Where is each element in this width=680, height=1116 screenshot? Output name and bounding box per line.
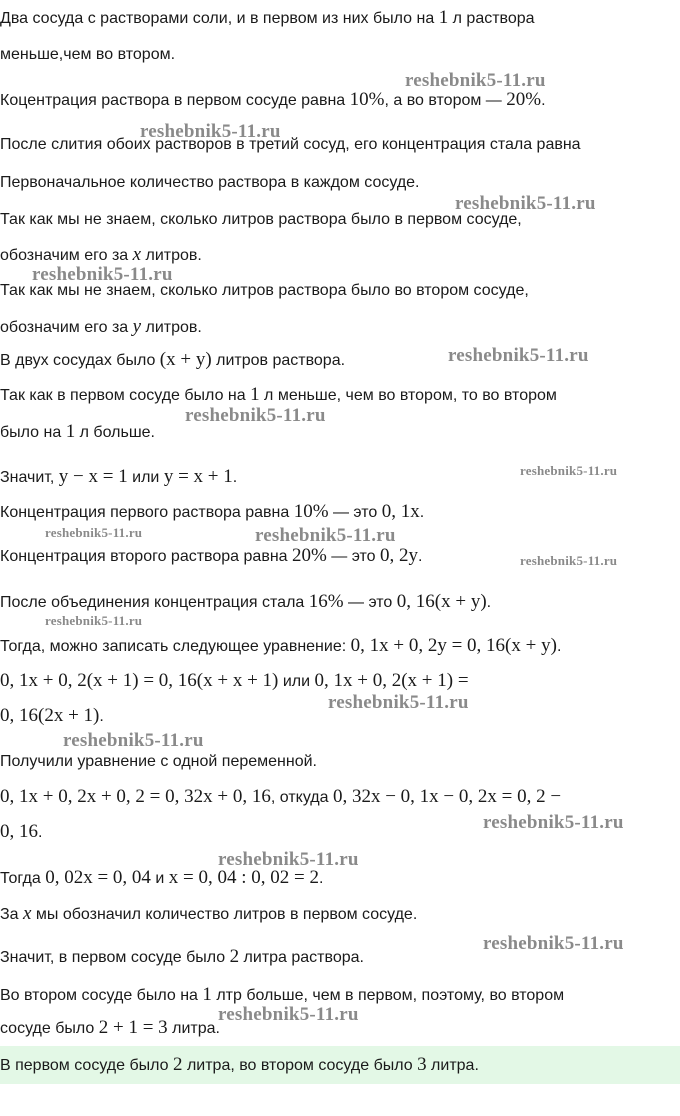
text-line	[0, 385, 557, 406]
text-fragment: Получили уравнение с одной переменной.	[0, 753, 317, 770]
watermark: reshebnik5-11.ru	[483, 812, 624, 833]
text-fragment: Значит,	[0, 469, 59, 486]
text-line	[0, 904, 417, 925]
math-expression: 0, 1x + 0, 2(x + 1) =	[314, 670, 469, 691]
math-expression: 20%	[506, 89, 542, 110]
math-expression: 10%	[349, 89, 385, 110]
text-line	[0, 1018, 220, 1039]
watermark: reshebnik5-11.ru	[520, 553, 618, 568]
text-line	[0, 45, 175, 65]
text-fragment: сосуде было	[0, 1020, 99, 1037]
text-fragment: .	[318, 870, 324, 887]
watermark: reshebnik5-11.ru	[455, 193, 596, 214]
text-line	[0, 868, 323, 889]
text-fragment: лтр больше, чем в первом, поэтому, во втором	[211, 987, 565, 1004]
text-fragment: литра раствора.	[239, 949, 364, 966]
text-fragment: .	[232, 469, 238, 486]
text-fragment: — это	[343, 594, 397, 611]
watermark: reshebnik5-11.ru	[140, 121, 281, 142]
watermark: reshebnik5-11.ru	[218, 1004, 359, 1025]
text-fragment: За	[0, 906, 24, 923]
math-expression: 0, 02x = 0, 04	[45, 867, 151, 888]
math-expression: (x + y)	[159, 349, 212, 370]
text-fragment: Так как мы не знаем, сколько литров раствора было во втором сосуде,	[0, 282, 529, 299]
math-expression: 1	[202, 984, 212, 1005]
text-fragment: Тогда, можно записать следующее уравнение:	[0, 638, 351, 655]
text-fragment: — это	[328, 504, 382, 521]
watermark: reshebnik5-11.ru	[218, 849, 359, 870]
watermark: reshebnik5-11.ru	[448, 345, 589, 366]
text-line	[0, 752, 317, 772]
text-fragment: Так как мы не знаем, сколько литров раствора было в первом сосуде,	[0, 211, 522, 228]
text-fragment: литров.	[141, 319, 202, 336]
text-fragment: Во втором сосуде было на	[0, 987, 203, 1004]
math-expression: 2	[229, 946, 240, 967]
text-line	[0, 592, 491, 613]
text-fragment: — это	[326, 548, 381, 565]
text-line	[0, 245, 202, 266]
text-line	[0, 135, 581, 155]
text-line	[0, 173, 420, 193]
text-line	[0, 422, 155, 443]
math-expression: 0, 2y	[380, 545, 419, 566]
text-fragment: литра.	[426, 1057, 479, 1074]
text-line	[0, 502, 424, 523]
math-expression: y = x + 1	[163, 466, 233, 487]
math-expression: 10%	[293, 501, 329, 522]
math-expression: x = 0, 04 : 0, 02 = 2	[168, 867, 319, 888]
text-fragment: л раствора	[448, 10, 535, 27]
text-line	[0, 671, 469, 692]
text-fragment: .	[418, 548, 423, 565]
text-fragment: Первоначальное количество раствора в каждом сосуде.	[0, 174, 420, 191]
text-fragment: или	[278, 673, 315, 690]
math-expression: y − x = 1	[58, 466, 128, 487]
watermark: reshebnik5-11.ru	[185, 405, 326, 426]
math-expression: 1	[250, 384, 260, 405]
text-fragment: После объединения концентрация стала	[0, 594, 309, 611]
text-fragment: Концентрация первого раствора равна	[0, 504, 294, 521]
text-line	[0, 317, 202, 338]
text-fragment: .	[556, 638, 562, 655]
text-line	[0, 636, 561, 657]
math-expression: 0, 1x + 0, 2x + 0, 2 = 0, 32x + 0, 16	[0, 786, 271, 807]
text-fragment: обозначим его за	[0, 319, 133, 336]
text-fragment: .	[419, 504, 425, 521]
text-fragment: , а во втором —	[384, 92, 507, 109]
text-fragment: В первом сосуде было	[0, 1057, 173, 1074]
math-expression: 1	[65, 421, 76, 442]
watermark: reshebnik5-11.ru	[45, 613, 143, 628]
text-line	[0, 706, 104, 727]
text-line	[0, 90, 546, 111]
text-fragment: литров раствора.	[211, 352, 346, 369]
text-fragment: литров.	[141, 247, 202, 264]
text-fragment: .	[486, 594, 492, 611]
watermark: reshebnik5-11.ru	[520, 463, 618, 478]
text-fragment: Тогда	[0, 870, 46, 887]
text-fragment: мы обозначил количество литров в первом сосуде.	[31, 906, 418, 923]
math-expression: 0, 1x + 0, 2y = 0, 16(x + y)	[350, 635, 557, 656]
math-expression: 2	[173, 1054, 183, 1075]
math-expression: 20%	[292, 545, 327, 566]
text-fragment: меньше,чем во втором.	[0, 46, 176, 63]
text-fragment: л больше.	[75, 424, 155, 441]
text-fragment: Значит, в первом сосуде было	[0, 949, 230, 966]
text-fragment: .	[541, 92, 546, 109]
text-fragment: и	[150, 870, 169, 887]
math-expression: 1	[438, 7, 449, 28]
text-line	[0, 8, 535, 29]
text-line	[0, 787, 561, 808]
text-fragment: Коцентрация раствора в первом сосуде равна	[0, 92, 350, 109]
text-fragment: .	[99, 708, 104, 725]
math-expression: 0, 32x − 0, 1x − 0, 2x = 0, 2 −	[332, 786, 562, 807]
math-expression: 16%	[308, 591, 344, 612]
watermark: reshebnik5-11.ru	[45, 525, 143, 540]
text-fragment: , откуда	[270, 789, 333, 806]
text-line	[0, 985, 564, 1006]
math-expression: y	[132, 316, 142, 337]
math-expression: x	[23, 903, 32, 924]
watermark: reshebnik5-11.ru	[483, 933, 624, 954]
math-expression: 0, 1x	[381, 501, 420, 522]
math-expression: 3	[417, 1054, 427, 1075]
answer-box	[0, 1046, 680, 1084]
watermark: reshebnik5-11.ru	[255, 525, 396, 546]
answer-line	[0, 1055, 479, 1076]
math-expression: 0, 16	[0, 821, 38, 842]
watermark: reshebnik5-11.ru	[405, 70, 546, 91]
text-fragment: .	[38, 824, 43, 841]
text-fragment: После слития обоих растворов в третий сосуд, его концентрация стала равна	[0, 136, 581, 153]
text-fragment: было на	[0, 424, 66, 441]
text-fragment: Так как в первом сосуде было на	[0, 387, 251, 404]
math-expression: 0, 16(x + y)	[396, 591, 487, 612]
text-line	[0, 947, 364, 968]
text-fragment: или	[127, 469, 164, 486]
math-expression: x	[132, 244, 142, 265]
math-expression: 0, 1x + 0, 2(x + 1) = 0, 16(x + x + 1)	[0, 670, 279, 691]
text-fragment: Концентрация второго раствора равна	[0, 548, 292, 565]
watermark: reshebnik5-11.ru	[63, 730, 204, 751]
text-fragment: Два сосуда с растворами соли, и в первом из них было на	[0, 10, 439, 27]
math-expression: 0, 16(2x + 1)	[0, 705, 100, 726]
text-fragment: В двух сосудах было	[0, 352, 160, 369]
text-fragment: л меньше, чем во втором, то во втором	[259, 387, 557, 404]
watermark: reshebnik5-11.ru	[328, 692, 469, 713]
text-line	[0, 822, 42, 843]
watermark: reshebnik5-11.ru	[32, 264, 173, 285]
text-fragment: литра, во втором сосуде было	[182, 1057, 418, 1074]
text-line	[0, 350, 345, 371]
text-line	[0, 467, 237, 488]
text-line	[0, 210, 522, 230]
math-expression: 2 + 1 = 3	[98, 1017, 168, 1038]
text-line	[0, 546, 422, 567]
text-fragment: литра.	[167, 1020, 220, 1037]
text-fragment: обозначим его за	[0, 247, 133, 264]
